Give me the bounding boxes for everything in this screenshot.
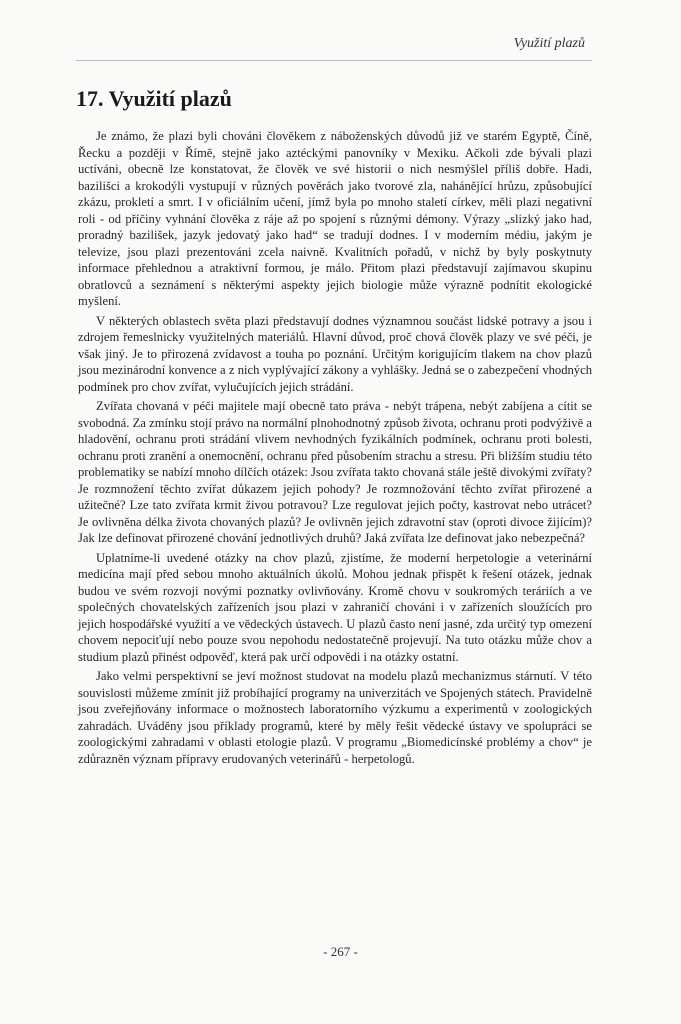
paragraph-5: Jako velmi perspektivní se jeví možnost studovat na modelu plazů mechanizmus stárnutí. V této souvislosti můžeme zmínit již probíhající programy na univerzitách ve Spojených státech. Pravidelně jsou zveřejňovány informace o možnostech laboratorního výzkumu a experimentů v zoologických zahradách. Uváděny jsou příklady programů, které by měly řešit vědecké ústavy ve spolupráci se zoologickými zahradami v oblasti etologie plazů. V programu „Biomedicínské problémy a chov“ je zdůrazněn význam přípravy erudovaných veterinářů - herpetologů.	[78, 669, 592, 766]
chapter-title: 17. Využití plazů	[76, 86, 232, 111]
body-text	[78, 128, 592, 770]
page-number: - 267 -	[323, 944, 358, 959]
paragraph-3: Zvířata chovaná v péči majitele mají obecně tato práva - nebýt trápena, nebýt zabíjena a cítit se svobodná. Za zmínku stojí právo na normální plnohodnotný způsob života, ochranu proti podvýživě a hladovění, ochranu proti strádání vlivem nevhodných fyzikálních podmínek, ochranu proti bolesti, ochranu proti zranění a onemocnění, ochranu před působením strachu a stresu. Při bližším studiu této problematiky se nabízí mnoho dílčích otázek: Jsou zvířata takto chovaná stále ještě divokými zvířaty? Je rozmnožení těchto zvířat důkazem jejich pohody? Je rozmnožování těchto zvířat přirozené a užitečné? Lze tato zvířata krmit živou potravou? Lze regulovat jejich počty, kastrovat nebo utrácet? Je ovlivněna délka života chovaných plazů? Je ovlivněn jejich zdravotní stav (oproti divoce žijícím)? Jak lze definovat přirozené chování jednotlivých druhů? Jaká zvířata lze definovat jako nebezpečná?	[78, 399, 592, 545]
running-head: Využití plazů	[513, 36, 585, 51]
paragraph-2: V některých oblastech světa plazi představují dodnes významnou součást lidské potravy a jsou i zdrojem řemeslnicky využitelných materiálů. Hlavní důvod, proč chová člověk plazy ve své péči, je však jiný. Je to přirozená zvídavost a touha po poznání. Určitým korigujícím tlakem na chov plazů jsou mezinárodní konvence a z nich vyplývající zákony a vyhlášky. Jedná se o zabezpečení vhodných podmínek pro chov zvířat, vylučujících jejich strádání.	[78, 313, 592, 394]
header-rule	[76, 60, 592, 61]
paragraph-4: Uplatníme-li uvedené otázky na chov plazů, zjistíme, že moderní herpetologie a veterinární medicína mají před sebou mnoho aktuálních úkolů. Mohou jednak přispět k řešení otázek, jednak budou ve svém rozvoji novými poznatky ovlivňovány. Kromě chovu v soukromých teráriích a ve společných chovatelských zařízeních jsou plazi v zahraničí chováni i v zařízeních sloužících pro jejich hospodářské využití a ve vědeckých ústavech. U plazů často není jasné, zda určitý typ omezení chovem nepociťují nebo pouze svou nepohodu nedostatečně projevují. Na tuto otázku může chov a studium plazů přinést odpověď, která pak určí odpovědi i na otázky ostatní.	[78, 550, 592, 664]
paragraph-1: Je známo, že plazi byli chováni člověkem z náboženských důvodů již ve starém Egyptě, Číně, Řecku a později v Římě, stejně jako aztéckými panovníky v Mexiku. Ačkoli zde bývali plazi uctíváni, obecně lze konstatovat, že člověk ve své historii o nich nesmýšlel příliš dobře. Hadi, bazilišci a krokodýli vystupují v různých pověrách jako tvorové zla, nahánějící hrůzu, způsobující zkázu, prokletí a smrt. I v oficiálním učení, jímž byla po mnoho staletí církev, měli plazi negativní roli - od příčiny vyhnání člověka z ráje až po spojení s různými démony. Výrazy „slizký jako had, proradný bazilišek, jazyk jedovatý jako had“ se tradují dodnes. I v moderním médiu, jakým je televize, jsou plazi prezentováni zcela naivně. Kvalitních pořadů, v nichž by byly poskytnuty informace přehlednou a atraktivní formou, je málo. Přitom plazi představují zajímavou skupinu obratlovců a seznámení s některými aspekty jejich biologie může výrazně podnítit ekologické myšlení.	[78, 129, 592, 308]
